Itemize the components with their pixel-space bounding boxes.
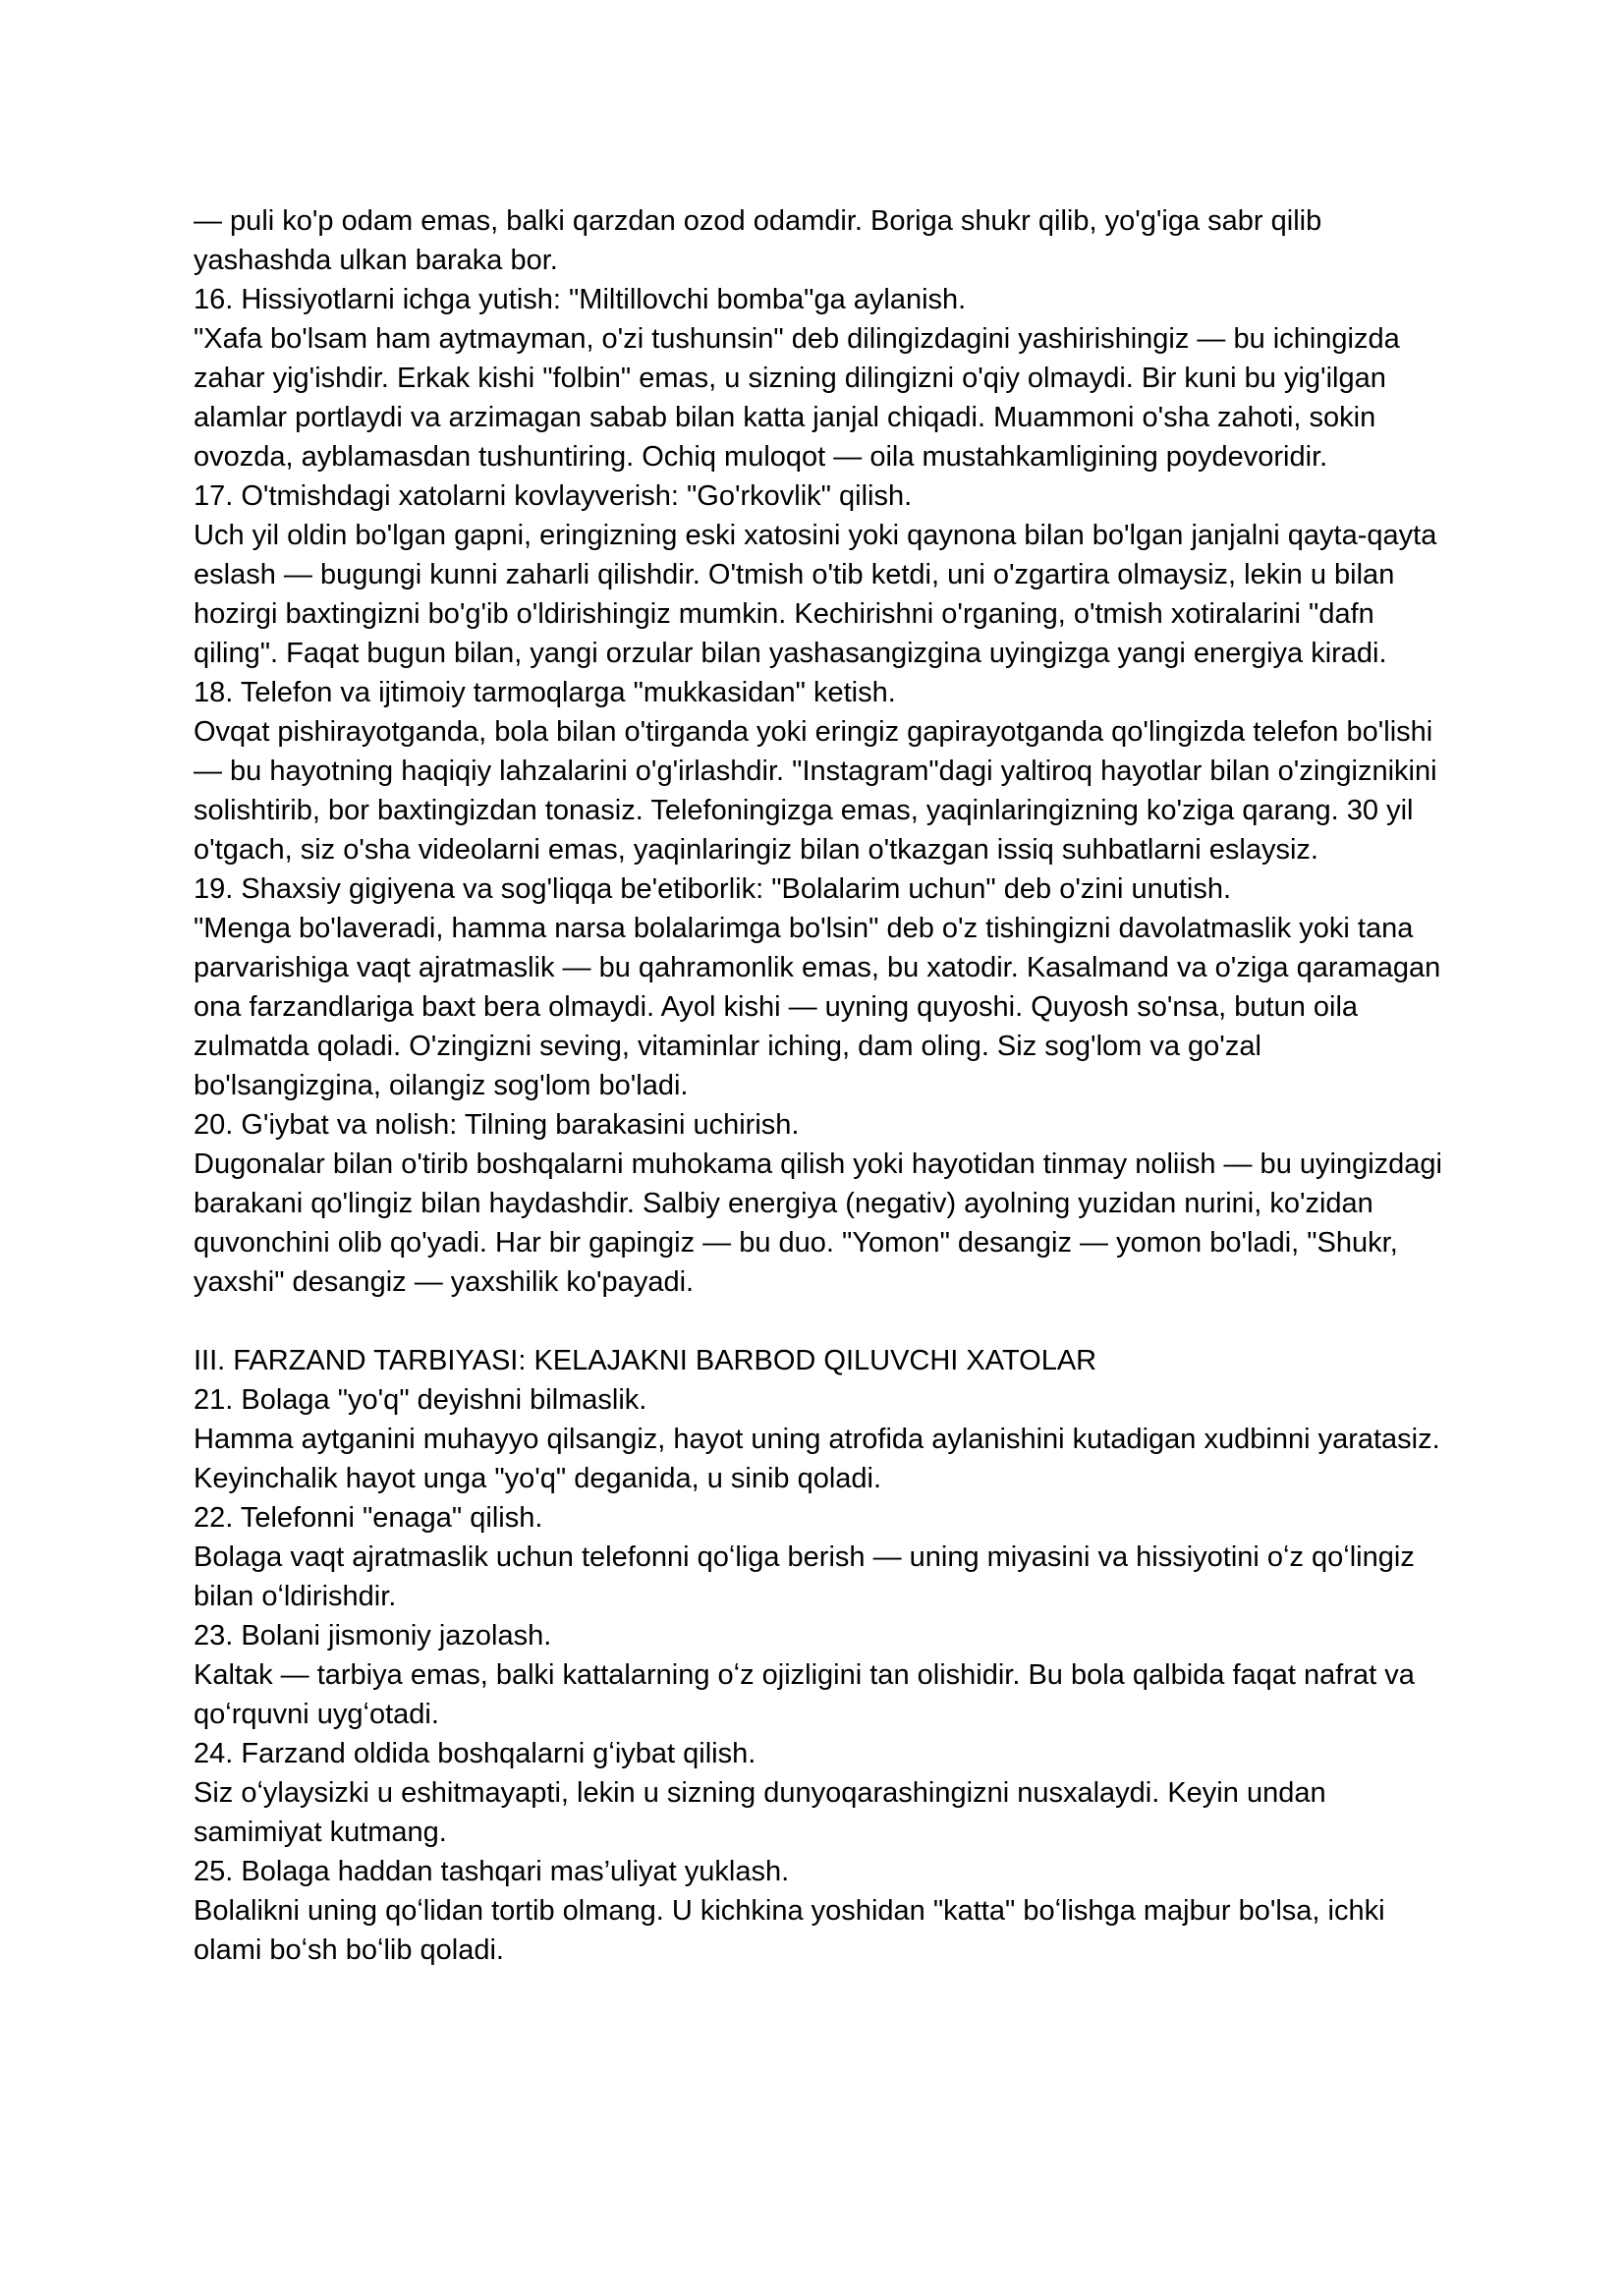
item-title: 21. Bolaga "yo'q" deyishni bilmaslik. [194,1384,647,1416]
item-title: 19. Shaxsiy gigiyena va sog'liqqa be'etiborlik: "Bolalarim uchun" deb o'zini unutish. [194,873,1232,905]
section-heading: III. FARZAND TARBIYASI: KELAJAKNI BARBOD QILUVCHI XATOLAR [194,1345,1097,1376]
item-title: 24. Farzand oldida boshqalarni gʻiybat qilish. [194,1738,756,1769]
paragraph: Kaltak — tarbiya emas, balki kattalarning oʻz ojizligini tan olishidir. Bu bola qalbida faqat nafrat va qoʻrquvni uygʻotadi. [194,1659,1415,1730]
paragraph: Ovqat pishirayotganda, bola bilan o'tirganda yoki eringiz gapirayotganda qo'lingizda telefon bo'lishi — bu hayotning haqiqiy lahzalarini o'g'irlashdir. "Instagram"dagi yaltiroq hayotlar bilan o'zingiznikini solishtirib, bor baxtingizdan tonasiz. Telefoningizga emas, yaqinlaringizning ko'ziga qarang. 30 yil o'tgach, siz o'sha videolarni emas, yaqinlaringiz bilan o'tkazgan issiq suhbatlarni eslaysiz. [194,716,1437,866]
item-title: 23. Bolani jismoniy jazolash. [194,1620,552,1652]
paragraph: Bolaga vaqt ajratmaslik uchun telefonni qoʻliga berish — uning miyasini va hissiyotini oʻz qoʻlingiz bilan oʻldirishdir. [194,1541,1415,1612]
item-title: 16. Hissiyotlarni ichga yutish: "Miltillovchi bomba"ga aylanish. [194,284,967,315]
paragraph: Dugonalar bilan o'tirib boshqalarni muhokama qilish yoki hayotidan tinmay noliish — bu uyingizdagi barakani qo'lingiz bilan haydashdir. Salbiy energiya (negativ) ayolning yuzidan nurini, ko'zidan quvonchini olib qo'yadi. Har bir gapingiz — bu duo. "Yomon" desangiz — yomon bo'ladi, "Shukr, yaxshi" desangiz — yaxshilik ko'payadi. [194,1148,1442,1298]
paragraph: "Menga bo'laveradi, hamma narsa bolalarimga bo'lsin" deb o'z tishingizni davolatmaslik yoki tana parvarishiga vaqt ajratmaslik — bu qahramonlik emas, bu xatodir. Kasalmand va o'ziga qaramagan ona farzandlariga baxt bera olmaydi. Ayol kishi — uyning quyoshi. Quyosh so'nsa, butun oila zulmatda qoladi. O'zingizni seving, vitaminlar iching, dam oling. Siz sog'lom va go'zal bo'lsangizgina, oilangiz sog'lom bo'ladi. [194,913,1441,1101]
paragraph-spacer [194,1302,1443,1341]
item-title: 17. O'tmishdagi xatolarni kovlayverish: "Go'rkovlik" qilish. [194,480,913,512]
paragraph: Hamma aytganini muhayyo qilsangiz, hayot uning atrofida aylanishini kutadigan xudbinni yaratasiz. Keyinchalik hayot unga "yo'q" deganida, u sinib qoladi. [194,1424,1440,1494]
item-title: 25. Bolaga haddan tashqari mas’uliyat yuklash. [194,1856,790,1887]
paragraph: Bolalikni uning qoʻlidan tortib olmang. U kichkina yoshidan "katta" boʻlishga majbur bo'lsa, ichki olami boʻsh boʻlib qoladi. [194,1895,1385,1966]
item-title: 20. G'iybat va nolish: Tilning barakasini uchirish. [194,1109,800,1141]
paragraph: Uch yil oldin bo'lgan gapni, eringizning eski xatosini yoki qaynona bilan bo'lgan janjalni qayta-qayta eslash — bugungi kunni zaharli qilishdir. O'tmish o'tib ketdi, uni o'zgartira olmaysiz, lekin u bilan hozirgi baxtingizni bo'g'ib o'ldirishingiz mumkin. Kechirishni o'rganing, o'tmish xotiralarini "dafn qiling". Faqat bugun bilan, yangi orzular bilan yashasangizgina uyingizga yangi energiya kiradi. [194,520,1437,669]
document-text [194,201,1443,1970]
item-title: 22. Telefonni "enaga" qilish. [194,1502,543,1534]
paragraph: "Xafa bo'lsam ham aytmayman, o'zi tushunsin" deb dilingizdagini yashirishingiz — bu ichingizda zahar yig'ishdir. Erkak kishi "folbin" emas, u sizning dilingizni o'qiy olmaydi. Bir kuni bu yig'ilgan alamlar portlaydi va arzimagan sabab bilan katta janjal chiqadi. Muammoni o'sha zahoti, sokin ovozda, ayblamasdan tushuntiring. Ochiq muloqot — oila mustahkamligining poydevoridir. [194,323,1400,473]
item-title: 18. Telefon va ijtimoiy tarmoqlarga "mukkasidan" ketish. [194,677,896,708]
paragraph: Siz oʻylaysizki u eshitmayapti, lekin u sizning dunyoqarashingizni nusxalaydi. Keyin undan samimiyat kutmang. [194,1777,1326,1848]
paragraph: — puli ko'p odam emas, balki qarzdan ozod odamdir. Boriga shukr qilib, yo'g'iga sabr qilib yashashda ulkan baraka bor. [194,205,1322,276]
